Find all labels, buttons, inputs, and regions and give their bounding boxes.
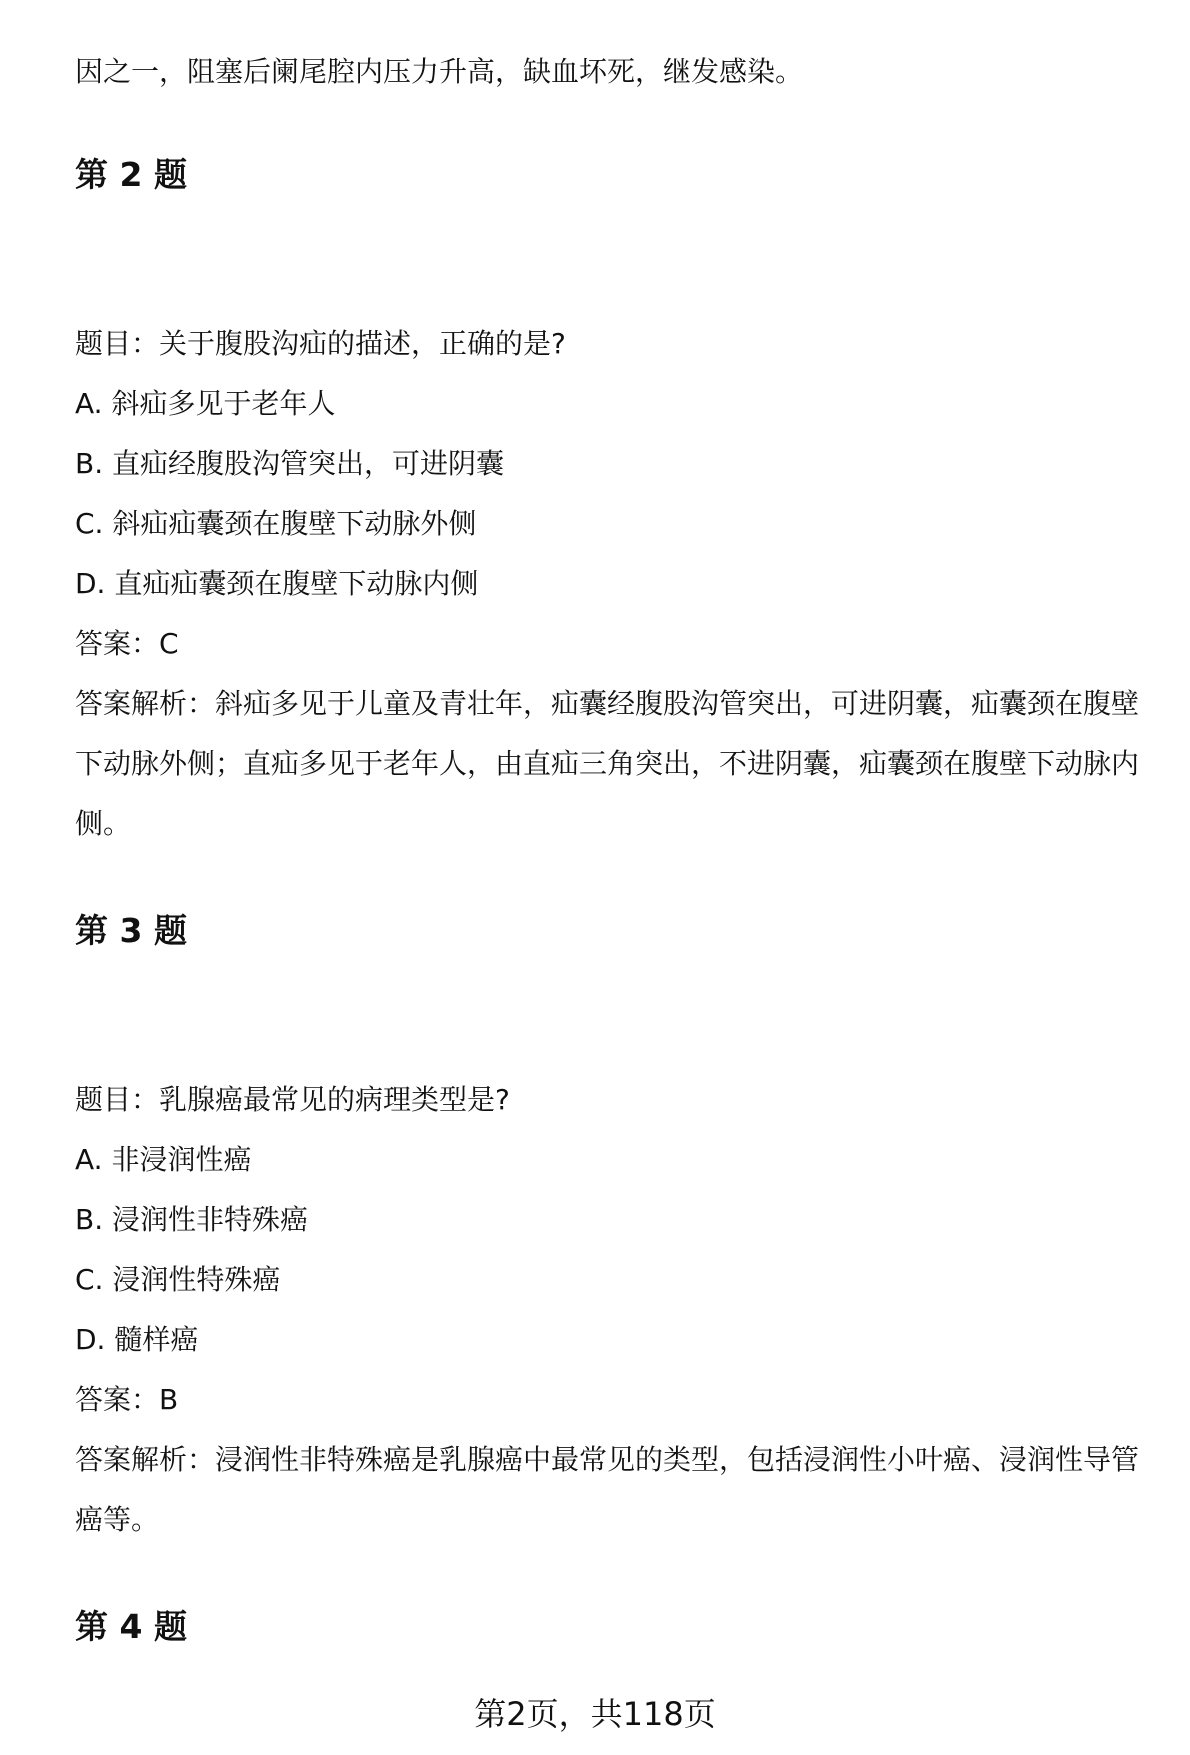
continuation-text: 因之一，阻塞后阑尾腔内压力升高，缺血坏死，继发感染。 — [75, 55, 804, 88]
page-footer: 第2页，共118页 — [474, 1695, 716, 1733]
question-heading: 第 3 题 — [75, 911, 187, 950]
option-d: D. 髓样癌 — [75, 1323, 199, 1356]
option-c: C. 浸润性特殊癌 — [75, 1263, 281, 1296]
page-content — [75, 50, 1155, 1652]
option-a: A. 斜疝多见于老年人 — [75, 387, 336, 420]
question-block-2 — [75, 150, 1155, 906]
answer-explanation: 答案解析：浸润性非特殊癌是乳腺癌中最常见的类型，包括浸润性小叶癌、浸润性导管癌等。 — [75, 1443, 1140, 1536]
question-heading: 第 2 题 — [75, 155, 187, 194]
question-block-4 — [75, 1602, 1155, 1652]
option-d: D. 直疝疝囊颈在腹壁下动脉内侧 — [75, 567, 479, 600]
option-c: C. 斜疝疝囊颈在腹壁下动脉外侧 — [75, 507, 477, 540]
option-b: B. 直疝经腹股沟管突出，可进阴囊 — [75, 447, 505, 480]
question-heading: 第 4 题 — [75, 1607, 187, 1646]
question-stem: 题目：乳腺癌最常见的病理类型是? — [75, 1083, 510, 1116]
question-stem: 题目：关于腹股沟疝的描述，正确的是? — [75, 327, 566, 360]
option-a: A. 非浸润性癌 — [75, 1143, 252, 1176]
option-b: B. 浸润性非特殊癌 — [75, 1203, 309, 1236]
question-block-3 — [75, 906, 1155, 1602]
answer-explanation: 答案解析：斜疝多见于儿童及青壮年，疝囊经腹股沟管突出，可进阴囊，疝囊颈在腹壁下动脉外侧；直疝多见于老年人，由直疝三角突出，不进阴囊，疝囊颈在腹壁下动脉内侧。 — [75, 687, 1140, 840]
answer-text: 答案：C — [75, 627, 179, 660]
answer-text: 答案：B — [75, 1383, 179, 1416]
